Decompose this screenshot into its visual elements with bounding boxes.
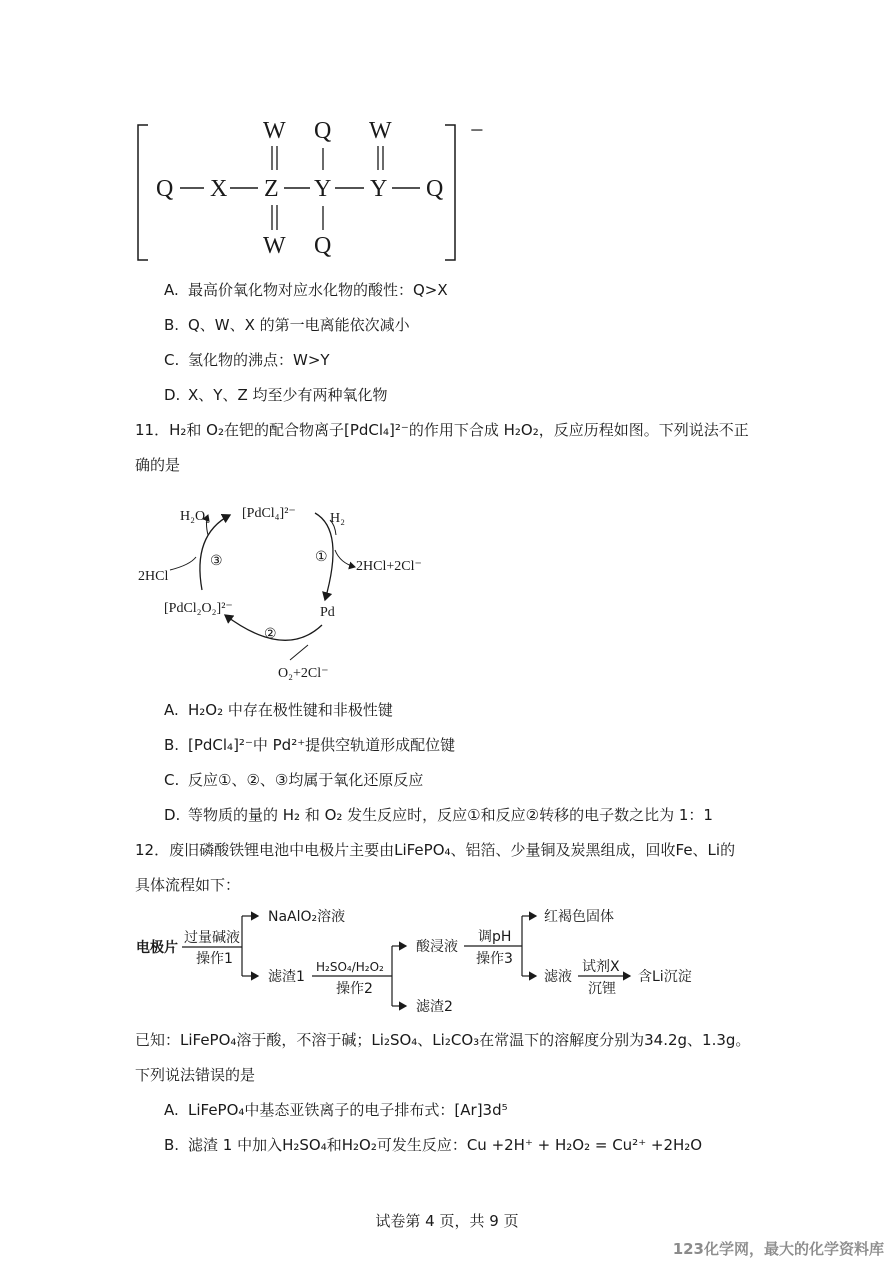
- q11-stem-line1: 11．H₂和 O₂在钯的配合物离子[PdCl₄]²⁻的作用下合成 H₂O₂，反应历程如图。下列说法不正: [135, 421, 749, 439]
- q12-known-line2: 下列说法错误的是: [135, 1066, 256, 1084]
- flow-filtrate: 滤液: [544, 969, 572, 985]
- atom-y1: Y: [314, 176, 332, 202]
- flow-op2-bottom: 操作2: [336, 981, 373, 997]
- atom-z: Z: [264, 176, 279, 202]
- structure-formula: [130, 110, 500, 270]
- flow-li-ppt: 含Li沉淀: [638, 969, 692, 985]
- q12-stem-line2: 具体流程如下：: [135, 876, 241, 894]
- q11-option-a: A. H₂O₂ 中存在极性键和非极性键: [164, 701, 393, 719]
- flow-red-solid: 红褐色固体: [544, 909, 614, 925]
- page-footer: 试卷第 4 页，共 9 页: [375, 1212, 519, 1230]
- q12-stem-line1: 12．废旧磷酸铁锂电池中电极片主要由LiFePO₄、铝箔、少量铜及炭黑组成，回收Fe、Li的: [135, 841, 736, 859]
- label-step1: ①: [315, 550, 328, 565]
- q12-option-b: B. 滤渣 1 中加入H₂SO₄和H₂O₂可发生反应：Cu +2H⁺ + H₂O₂ = Cu²⁺ +2H₂O: [164, 1136, 703, 1154]
- q10-option-c: C. 氢化物的沸点：W>Y: [164, 351, 330, 369]
- left-bracket: [138, 125, 148, 260]
- atom-y2: Y: [370, 176, 388, 202]
- atom-x: X: [210, 176, 228, 202]
- process-flow-diagram: [130, 900, 730, 1020]
- flow-op3-top: 调pH: [478, 929, 512, 945]
- label-2hcl-2cl: 2HCl+2Cl⁻: [356, 559, 422, 574]
- flow-naalo2: NaAlO₂溶液: [268, 909, 346, 925]
- atom-q-bottom: Q: [314, 233, 332, 259]
- q10-option-a: A. 最高价氧化物对应水化物的酸性：Q>X: [164, 281, 448, 299]
- label-pdcl4: [PdCl₄]²⁻: [242, 506, 296, 521]
- flow-op4-top: 试剂X: [582, 959, 620, 975]
- flow-residue1: 滤渣1: [268, 969, 305, 985]
- arrow-step3: [200, 515, 230, 590]
- atom-w2-top: W: [369, 118, 392, 144]
- flow-residue2: 滤渣2: [416, 999, 453, 1015]
- label-step3: ③: [210, 554, 223, 569]
- atom-w1-top: W: [263, 118, 286, 144]
- catalytic-cycle-diagram: [130, 495, 450, 685]
- q11-number: 11．: [135, 421, 170, 439]
- q11-option-c: C. 反应①、②、③均属于氧化还原反应: [164, 771, 424, 789]
- atom-q-top: Q: [314, 118, 332, 144]
- q11-option-d: D. 等物质的量的 H₂ 和 O₂ 发生反应时，反应①和反应②转移的电子数之比为 1：1: [164, 806, 713, 824]
- label-h2: H₂: [330, 511, 345, 526]
- q12-known-line1: 已知：LiFePO₄溶于酸，不溶于碱；Li₂SO₄、Li₂CO₃在常温下的溶解度分别为34.2g、1.3g。: [135, 1031, 751, 1049]
- q10-option-b: B. Q、W、X 的第一电离能依次减小: [164, 316, 410, 334]
- charge-sign: −: [470, 118, 484, 144]
- flow-op4-bottom: 沉锂: [588, 981, 616, 997]
- q12-number: 12．: [135, 841, 170, 859]
- atom-q-left: Q: [156, 176, 174, 202]
- right-bracket: [445, 125, 455, 260]
- q10-option-d: D. X、Y、Z 均至少有两种氧化物: [164, 386, 388, 404]
- flow-start: 电极片: [136, 940, 178, 956]
- flow-op2-top: H₂SO₄/H₂O₂: [316, 960, 384, 974]
- label-2hcl: 2HCl: [138, 569, 169, 584]
- q12-option-a: A. LiFePO₄中基态亚铁离子的电子排布式：[Ar]3d⁵: [164, 1101, 508, 1119]
- flow-op3-bottom: 操作3: [476, 951, 513, 967]
- flow-op1-top: 过量碱液: [184, 930, 240, 946]
- label-step2: ②: [264, 627, 277, 642]
- label-h2o2: H₂O₂: [180, 509, 210, 524]
- watermark: 123化学网，最大的化学资料库: [672, 1240, 884, 1258]
- label-pdcl2o2: [PdCl₂O₂]²⁻: [164, 601, 233, 616]
- atom-q-right: Q: [426, 176, 444, 202]
- flow-op1-bottom: 操作1: [196, 951, 233, 967]
- label-pd: Pd: [320, 605, 335, 620]
- q11-stem-line2: 确的是: [135, 456, 181, 474]
- label-o2-2cl: O₂+2Cl⁻: [278, 666, 329, 681]
- q11-option-b: B. [PdCl₄]²⁻中 Pd²⁺提供空轨道形成配位键: [164, 736, 456, 754]
- atom-w1-bottom: W: [263, 233, 286, 259]
- flow-acid-leach: 酸浸液: [416, 939, 458, 955]
